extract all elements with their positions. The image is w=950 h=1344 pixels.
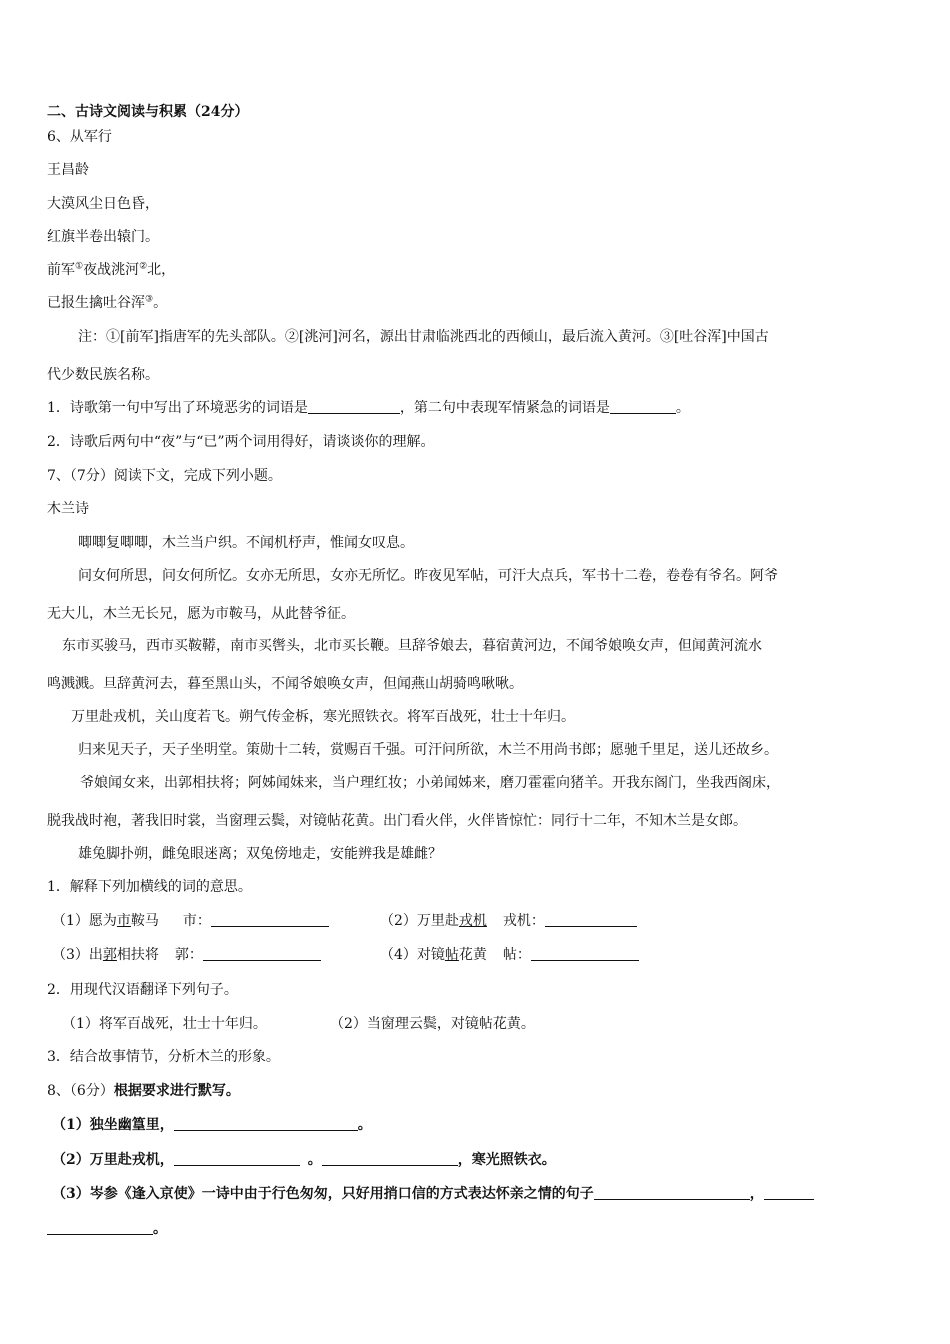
answer-blank[interactable] [322, 1151, 458, 1166]
poem-line-3: 前军①夜战洮河②北， [47, 261, 176, 278]
mulan-paragraph-1: 唧唧复唧唧，木兰当户织。不闻机杼声，惟闻女叹息。 [78, 535, 414, 551]
mulan-paragraph-3-cont: 鸣溅溅。旦辞黄河去，暮至黑山头，不闻爷娘唤女声，但闻燕山胡骑鸣啾啾。 [47, 676, 523, 692]
mulan-paragraph-6: 爷娘闻女来，出郭相扶将；阿姊闻妹来，当户理红妆；小弟闻姊来，磨刀霍霍向猪羊。开我东阁门，坐我西阁床， [80, 775, 780, 791]
vocab-item-1: （1）愿为市鞍马 市： [52, 912, 329, 930]
poem-line-2: 红旗半卷出辕门。 [47, 229, 159, 245]
q6-question-1: 1．诗歌第一句中写出了环境恶劣的词语是 ，第二句中表现军情紧急的词语是 。 [47, 400, 690, 416]
dictation-item-1: （1）独坐幽篁里， 。 [52, 1117, 372, 1133]
poem-line-1: 大漠风尘日色昏， [47, 196, 159, 212]
vocab-item-4: （4）对镜帖花黄 帖： [380, 946, 639, 964]
mulan-paragraph-2-cont: 无大儿，木兰无长兄，愿为市鞍马，从此替爷征。 [47, 606, 355, 622]
q6-author: 王昌龄 [47, 162, 89, 178]
mulan-paragraph-4: 万里赴戎机，关山度若飞。朔气传金柝，寒光照铁衣。将军百战死，壮士十年归。 [71, 709, 575, 725]
mulan-paragraph-3: 东市买骏马，西市买鞍鞯，南市买辔头，北市买长鞭。旦辞爷娘去，暮宿黄河边，不闻爷娘唤女声，但闻黄河流水 [62, 638, 762, 654]
q6-title: 6、从军行 [47, 129, 112, 145]
dictation-item-3-cont: 。 [47, 1220, 167, 1238]
translate-item-1: （1）将军百战死，壮士十年归。 [62, 1016, 267, 1032]
mulan-paragraph-6-cont: 脱我战时袍，著我旧时裳，当窗理云鬓，对镜帖花黄。出门看火伴，火伴皆惊忙：同行十二年，不知木兰是女郎。 [47, 813, 747, 829]
dictation-item-3: （3）岑参《逢入京使》一诗中由于行色匆匆，只好用捎口信的方式表达怀亲之情的句子 ， [52, 1185, 814, 1203]
answer-blank[interactable] [545, 912, 637, 927]
answer-blank[interactable] [594, 1185, 750, 1200]
dictation-item-2: （2）万里赴戎机， 。 ，寒光照铁衣。 [52, 1152, 556, 1168]
poem-line-4: 已报生擒吐谷浑③。 [47, 294, 168, 311]
q7-title: 7、（7分）阅读下文，完成下列小题。 [47, 468, 282, 484]
mulan-paragraph-2: 问女何所思，问女何所忆。女亦无所思，女亦无所忆。昨夜见军帖，可汗大点兵，军书十二卷，卷卷有爷名。阿爷 [78, 568, 778, 584]
mulan-title: 木兰诗 [47, 501, 89, 517]
q7-subquestion-3: 3．结合故事情节，分析木兰的形象。 [47, 1049, 280, 1065]
answer-blank[interactable] [610, 399, 676, 414]
answer-blank[interactable] [174, 1151, 300, 1166]
mulan-paragraph-7: 雄兔脚扑朔，雌兔眼迷离；双兔傍地走，安能辨我是雄雌？ [78, 846, 442, 862]
q6-note-cont: 代少数民族名称。 [47, 367, 159, 383]
answer-blank[interactable] [308, 399, 400, 414]
q6-question-2: 2．诗歌后两句中“夜”与“已”两个词用得好，请谈谈你的理解。 [47, 434, 435, 450]
answer-blank[interactable] [174, 1116, 358, 1131]
q8-title: 8、（6分）根据要求进行默写。 [47, 1083, 240, 1099]
answer-blank[interactable] [211, 912, 329, 927]
section-title: 二、古诗文阅读与积累（24分） [47, 104, 249, 120]
answer-blank[interactable] [531, 946, 639, 961]
q7-subquestion-1: 1．解释下列加横线的词的意思。 [47, 879, 252, 895]
answer-blank[interactable] [203, 946, 321, 961]
answer-blank[interactable] [764, 1185, 814, 1200]
q6-note: 注：①[前军]指唐军的先头部队。②[洮河]河名，源出甘肃临洮西北的西倾山，最后流入黄河。③[吐谷浑]中国古 [78, 329, 769, 345]
mulan-paragraph-5: 归来见天子，天子坐明堂。策勋十二转，赏赐百千强。可汗问所欲，木兰不用尚书郎；愿驰千里足，送儿还故乡。 [78, 742, 778, 758]
q7-subquestion-2: 2．用现代汉语翻译下列句子。 [47, 982, 238, 998]
vocab-item-2: （2）万里赴戎机 戎机： [380, 912, 637, 930]
translate-item-2: （2）当窗理云鬓，对镜帖花黄。 [330, 1016, 535, 1032]
vocab-item-3: （3）出郭相扶将 郭： [52, 946, 321, 964]
answer-blank[interactable] [47, 1220, 153, 1235]
